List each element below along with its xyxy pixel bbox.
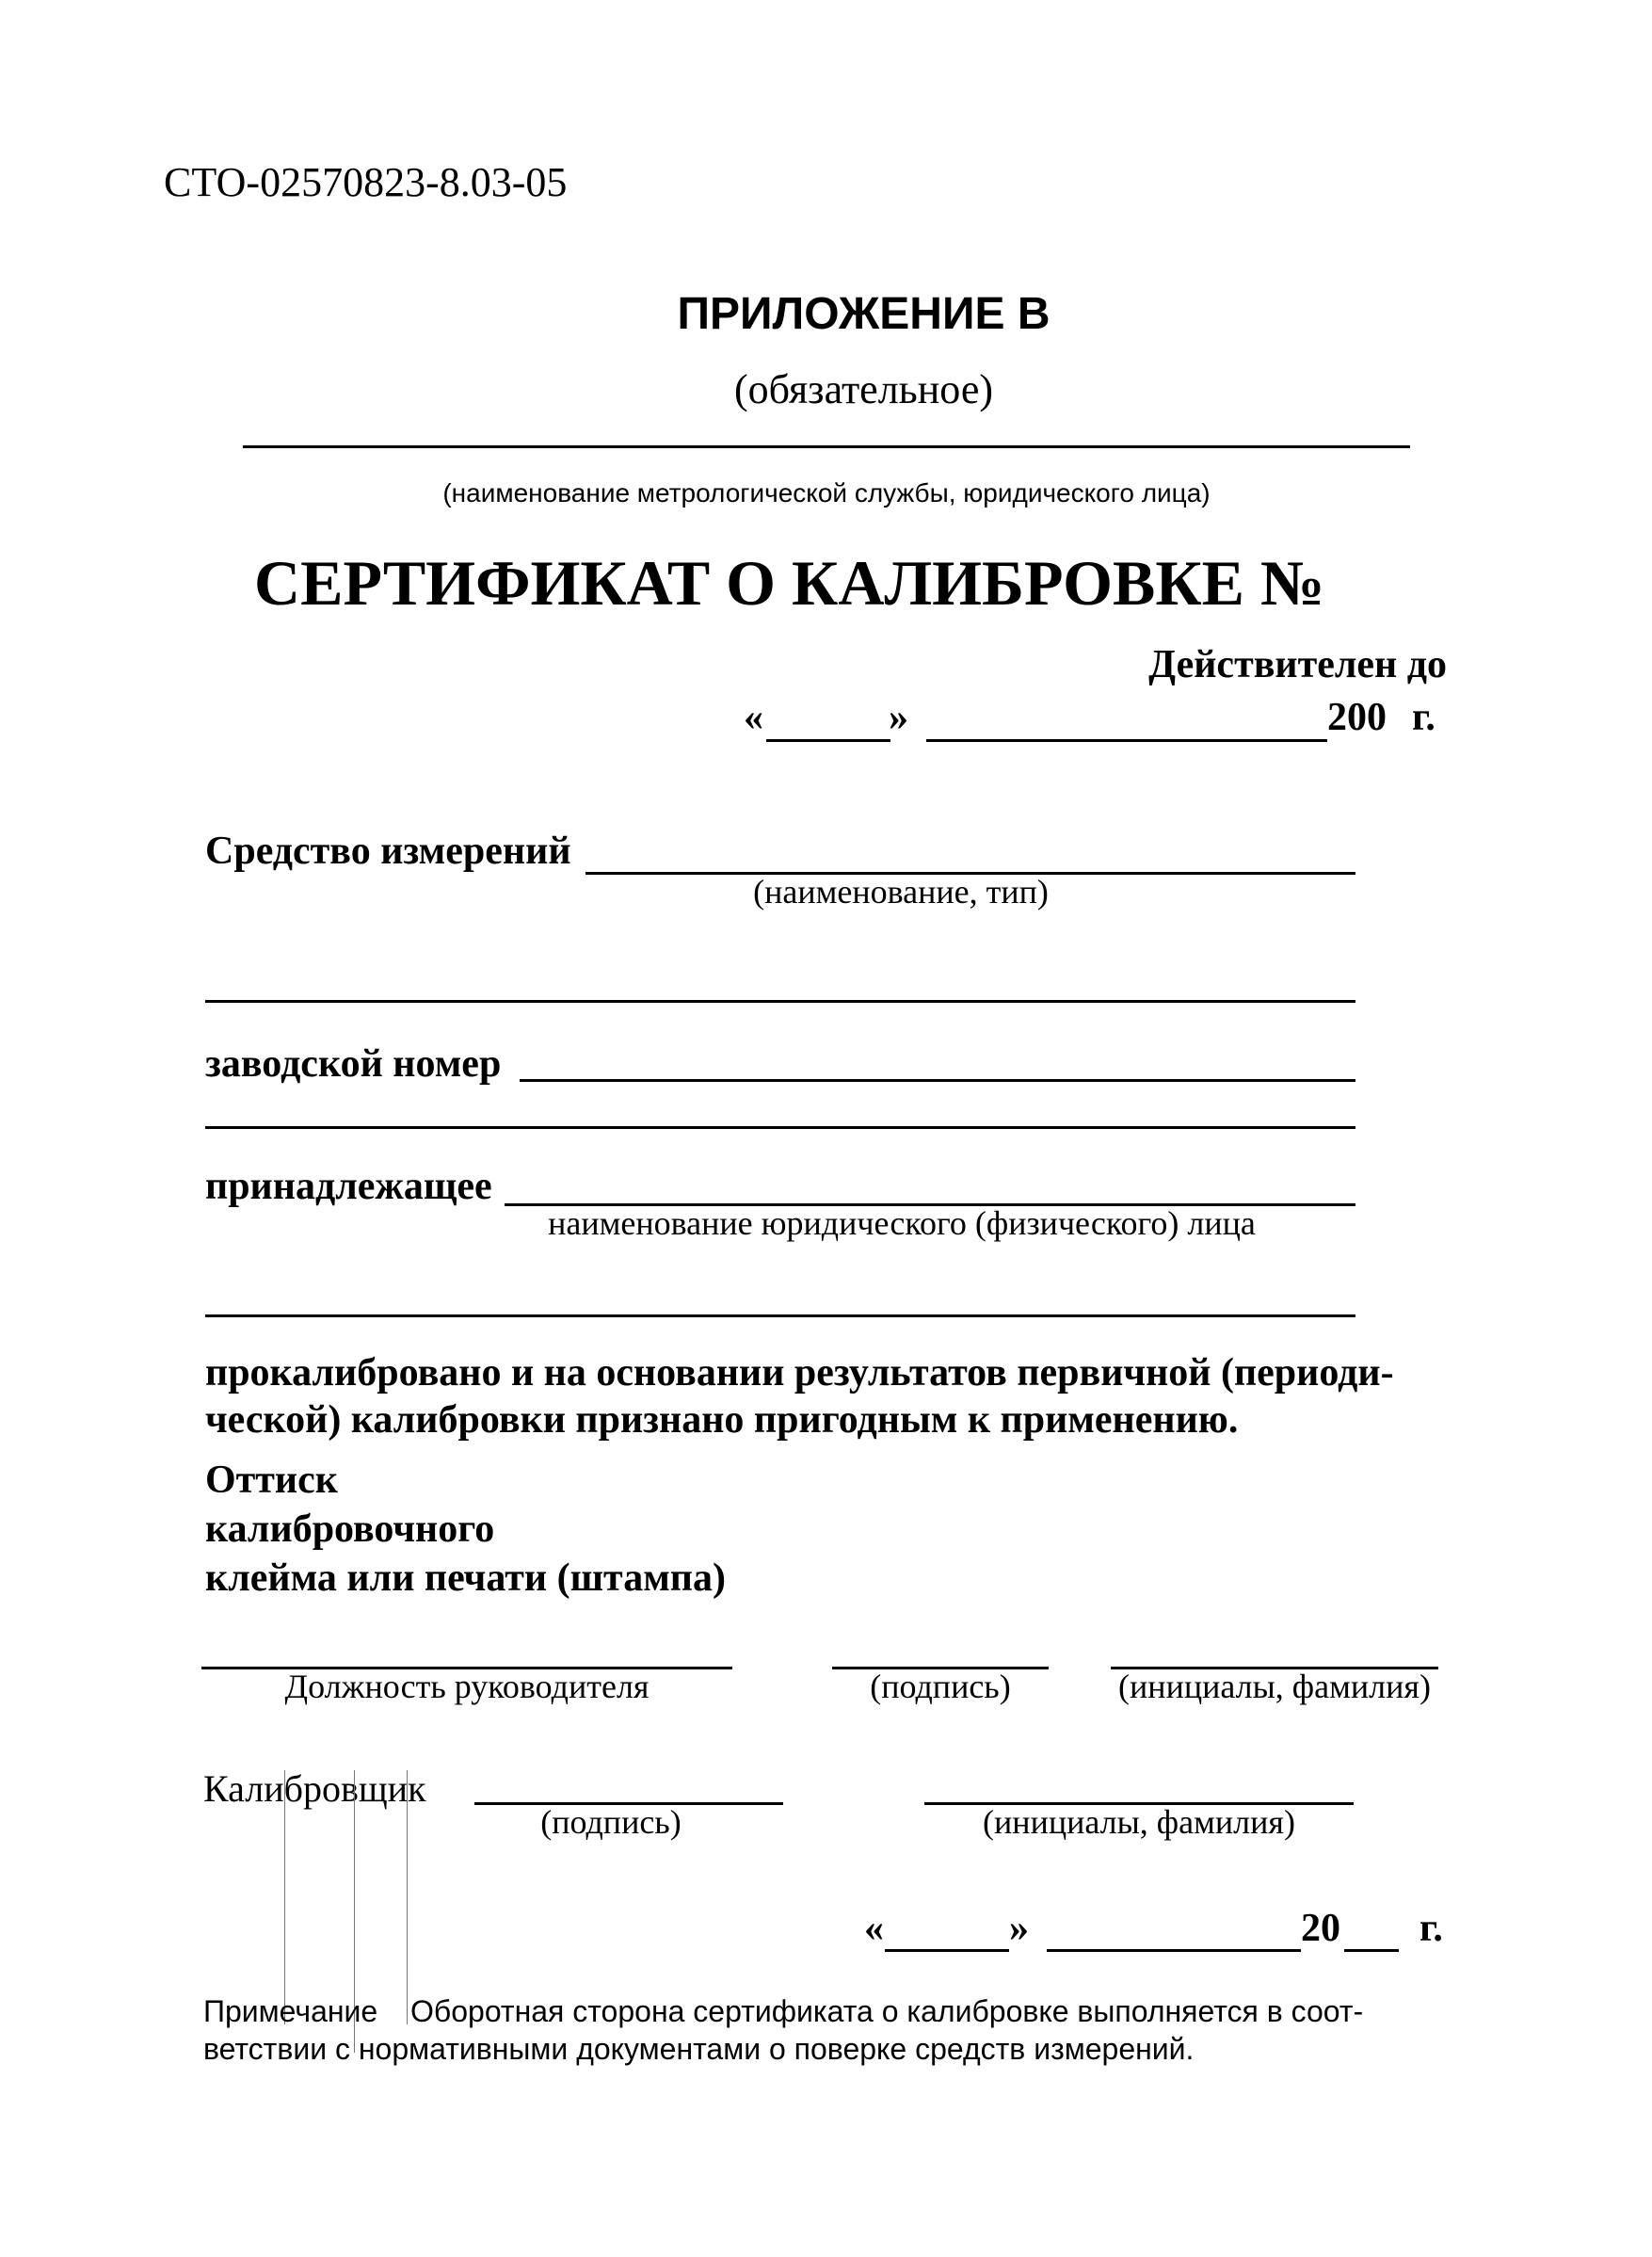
stamp-line-3: клейма или печати (штампа): [205, 1556, 726, 1600]
valid-until-day-line: [766, 739, 890, 742]
head-position-caption: Должность руководителя: [284, 1668, 650, 1705]
date-day-line: [885, 1949, 1009, 1952]
valid-until-quote-close: »: [889, 696, 908, 739]
valid-until-year: 200: [1327, 696, 1387, 739]
instrument-line-2: [205, 1000, 1355, 1003]
date-quote-close: »: [1009, 1907, 1029, 1950]
calibrator-name-caption: (инициалы, фамилия): [983, 1803, 1295, 1841]
owner-line-2: [205, 1314, 1355, 1317]
org-name-caption: (наименование метрологической службы, юридического лица): [442, 478, 1211, 508]
document-code: СТО-02570823-8.03-05: [164, 159, 568, 205]
instrument-label: Средство измерений: [205, 830, 571, 873]
appendix-title: ПРИЛОЖЕНИЕ В: [677, 289, 1051, 339]
calibrator-signature-caption: (подпись): [540, 1803, 682, 1841]
note-label: Примечание: [203, 1994, 378, 2028]
valid-until-label: Действителен до: [1148, 643, 1447, 686]
date-year: 20: [1301, 1907, 1340, 1950]
appendix-subtitle: (обязательное): [734, 366, 993, 412]
date-year-line: [1344, 1949, 1399, 1952]
valid-until-year-suffix: г.: [1412, 696, 1435, 739]
head-signature-caption: (подпись): [870, 1668, 1011, 1705]
date-month-line: [1047, 1949, 1301, 1952]
stamp-line-2: калибровочного: [205, 1507, 495, 1551]
owner-caption: наименование юридического (физического) лица: [548, 1204, 1256, 1242]
org-name-line: [243, 445, 1410, 448]
calibrator-label: Калибровщик: [203, 1767, 426, 1810]
valid-until-month-line: [926, 739, 1327, 742]
date-quote-open: «: [864, 1907, 884, 1950]
serial-line-2: [205, 1126, 1355, 1129]
result-text-line-2: ческой) калибровки признано пригодным к применению.: [205, 1398, 1239, 1442]
certificate-title: СЕРТИФИКАТ О КАЛИБРОВКЕ №: [254, 547, 1325, 619]
valid-until-quote-open: «: [744, 696, 763, 739]
note-line-2: ветствии с нормативными документами о поверке средств измерений.: [203, 2032, 1195, 2066]
stamp-line-1: Оттиск: [205, 1459, 338, 1502]
head-name-caption: (инициалы, фамилия): [1118, 1668, 1431, 1705]
scan-artifact-line: [407, 1770, 408, 2024]
instrument-caption: (наименование, тип): [753, 873, 1049, 911]
result-text-line-1: прокалибровано и на основании результатов первичной (периоди-: [205, 1351, 1394, 1395]
serial-line: [520, 1079, 1355, 1082]
owner-label: принадлежащее: [205, 1165, 492, 1208]
serial-label: заводской номер: [205, 1042, 502, 1086]
note-line-1: Оборотная сторона сертификата о калибровке выполняется в соот-: [410, 1994, 1364, 2028]
date-year-suffix: г.: [1419, 1907, 1443, 1950]
scan-artifact-line: [284, 1770, 285, 2024]
